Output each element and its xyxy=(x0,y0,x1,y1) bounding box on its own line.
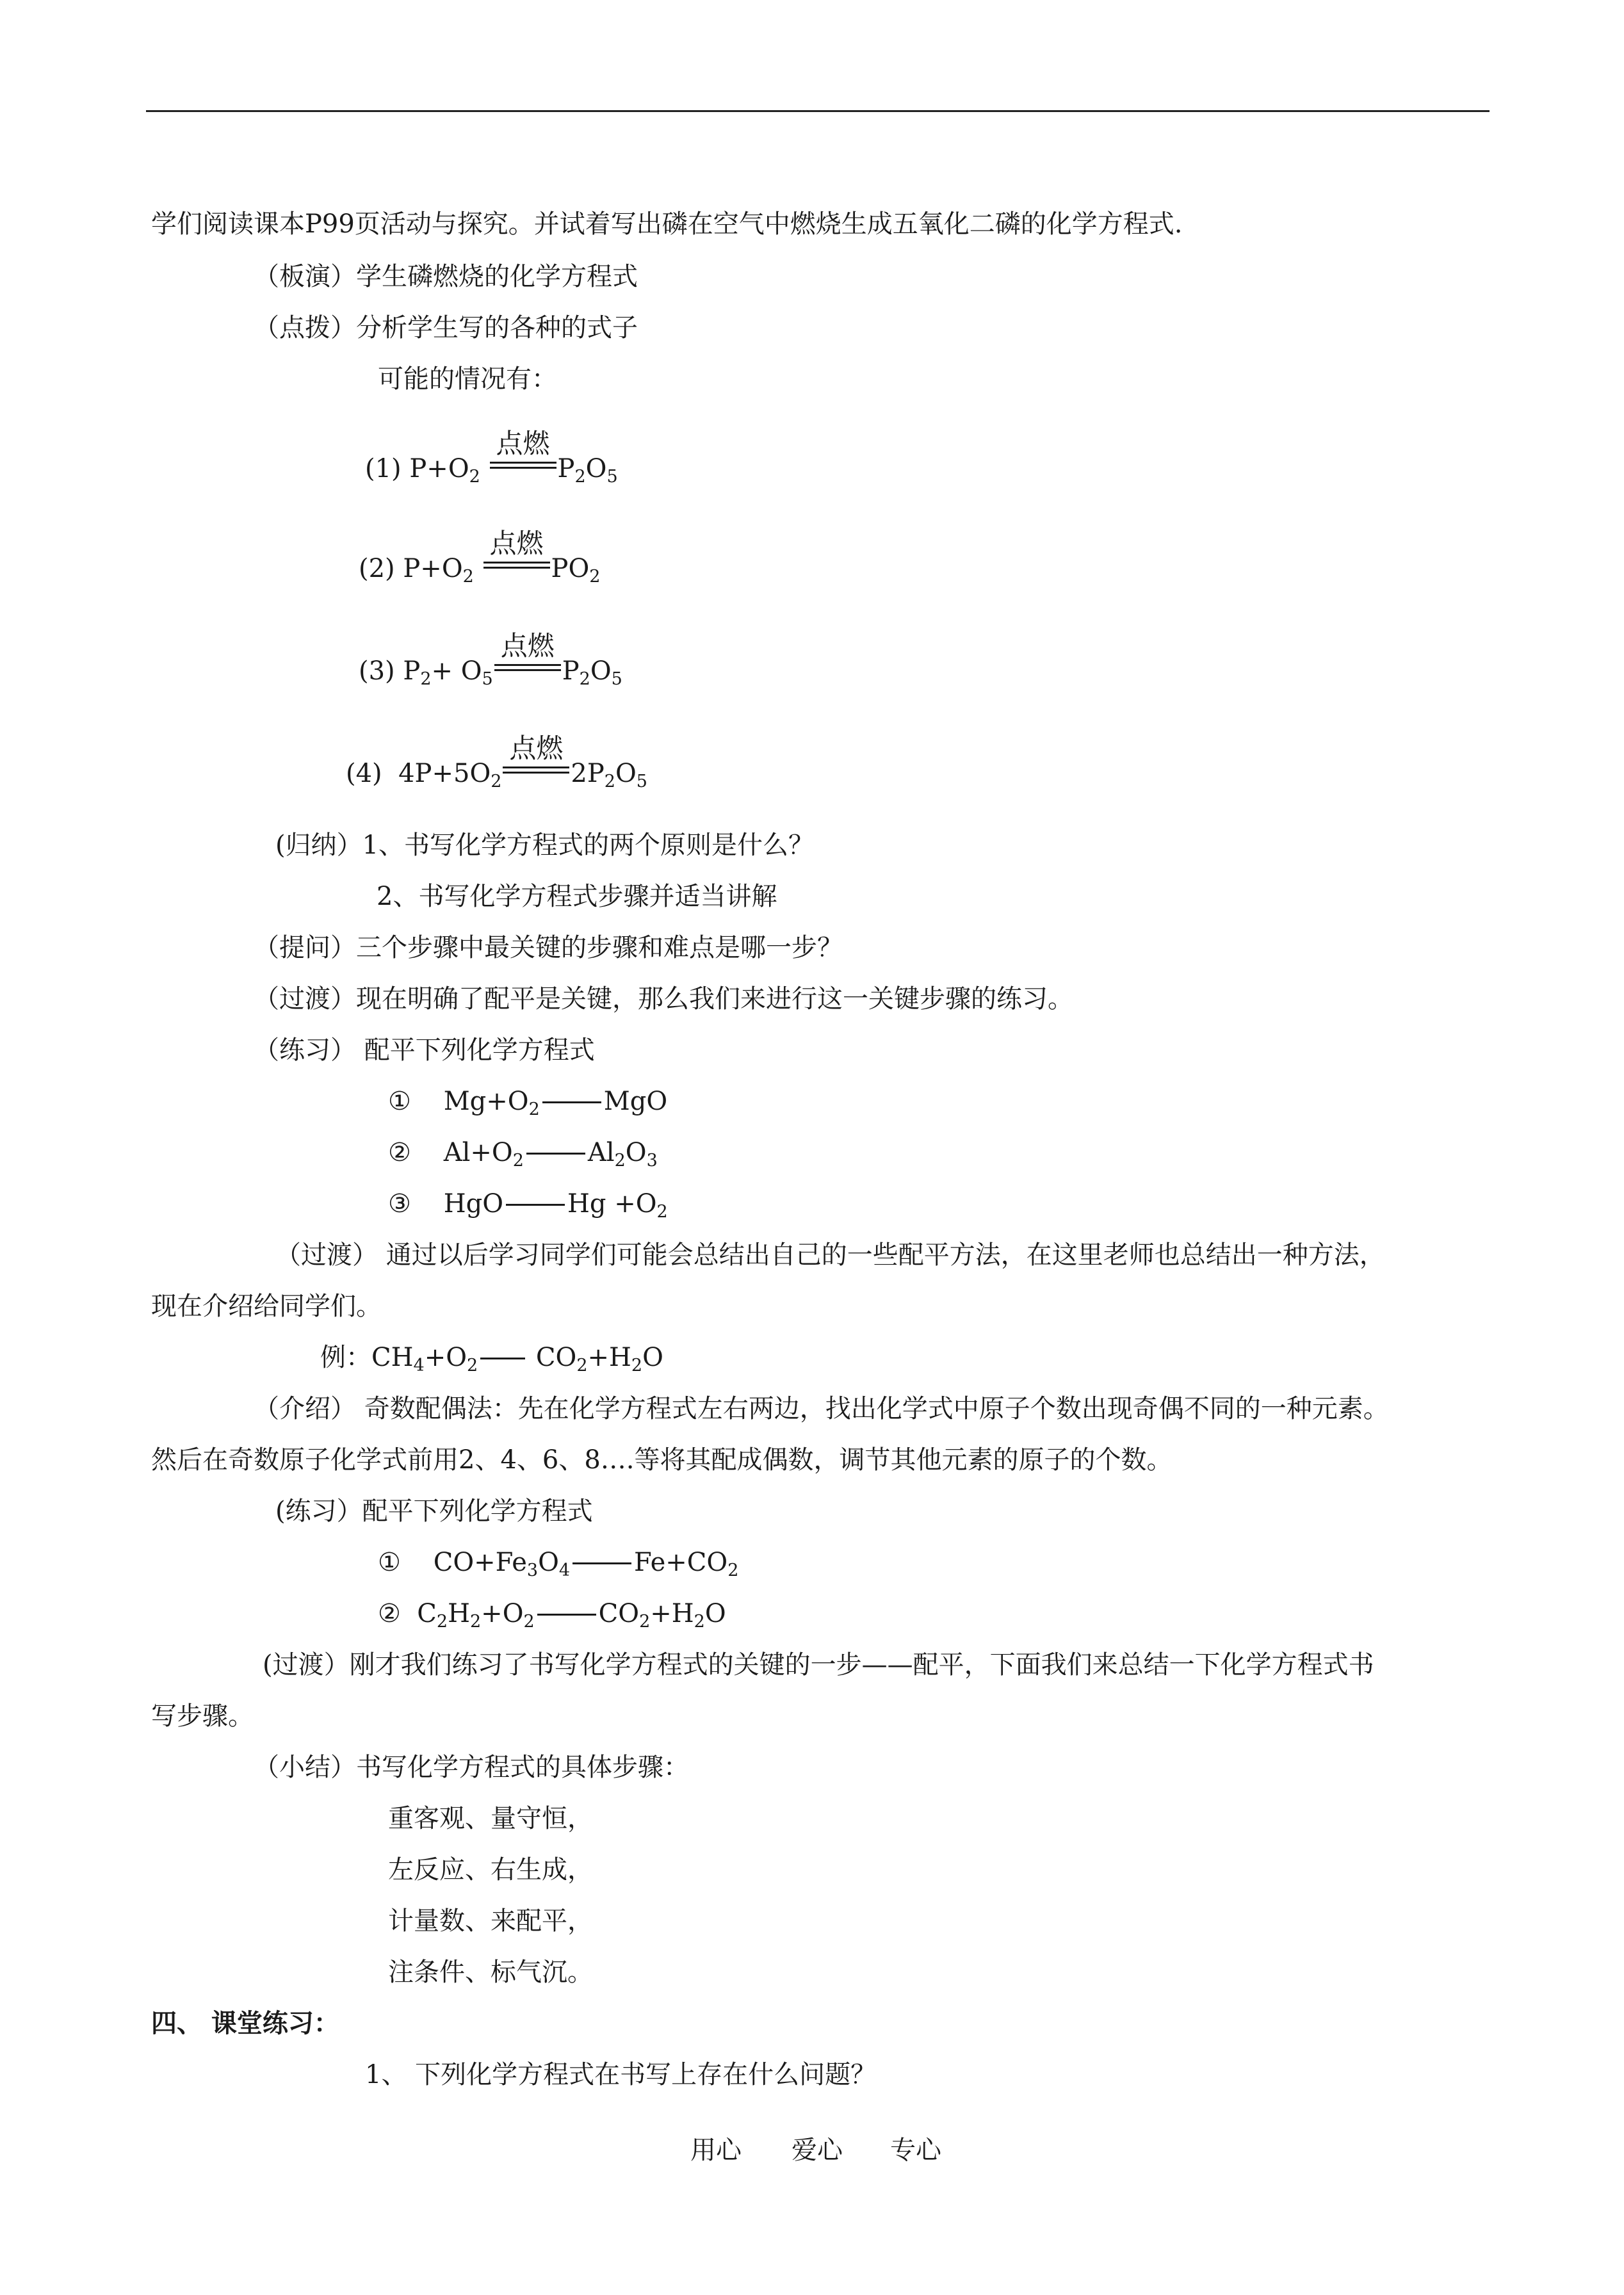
text-line: 然后在奇数原子化学式前用2、4、6、8….等将其配成偶数，调节其他元素的原子的个数。 xyxy=(151,1445,1173,1475)
text-line: 计量数、来配平， xyxy=(388,1906,593,1936)
text-line: (归纳）1、书写化学方程式的两个原则是什么？ xyxy=(275,831,815,860)
text-line: （过渡） 通过以后学习同学们可能会总结出自己的一些配平方法，在这里老师也总结出一种方法， xyxy=(275,1240,1385,1270)
text-line: 1、 下列化学方程式在书写上存在什么问题？ xyxy=(365,2060,877,2089)
text-line: (过渡）刚才我们练习了书写化学方程式的关键的一步——配平，下面我们来总结一下化学方程式书 xyxy=(263,1650,1374,1680)
equation-4: (4) $4P+5O_2$ 点燃 $2P_2O_5$ xyxy=(346,733,647,791)
text-line: 重客观、量守恒， xyxy=(388,1804,593,1833)
footer-text: 专心 xyxy=(890,2136,941,2165)
text-line: 可能的情况有： xyxy=(378,364,557,394)
practice-equation: ② $C_2H_2+O_2$ $CO_2+H_2O$ xyxy=(378,1599,726,1632)
footer-text: 用心 xyxy=(690,2136,742,2165)
practice-equation: ② $Al+O_2$ $Al_2O_3$ xyxy=(388,1138,658,1171)
text-line: 学们阅读课本P99页活动与探究。并试着写出磷在空气中燃烧生成五氧化二磷的化学方程式. xyxy=(151,209,1183,239)
text-line: 写步骤。 xyxy=(151,1701,254,1731)
text-line: 现在介绍给同学们。 xyxy=(151,1292,382,1321)
reaction-arrow: 点燃 xyxy=(483,554,550,580)
practice-equation: ① $Mg+O_2$ MgO xyxy=(388,1087,668,1119)
text-line: （提问）三个步骤中最关键的步骤和难点是哪一步？ xyxy=(254,933,843,962)
header-rule xyxy=(146,110,1490,112)
equation-2: (2) $P+O_2$ 点燃 $PO_2$ xyxy=(359,528,601,587)
text-line: 注条件、标气沉。 xyxy=(388,1958,593,1987)
practice-equation: ③ HgO $Hg +O_2$ xyxy=(388,1189,668,1222)
text-line: （过渡）现在明确了配平是关键，那么我们来进行这一关键步骤的练习。 xyxy=(254,984,1073,1014)
text-line: （点拨）分析学生写的各种的式子 xyxy=(254,313,638,343)
practice-equation: ① $CO+Fe_3O_4$ $Fe+CO_2$ xyxy=(378,1548,739,1580)
text-line: (练习）配平下列化学方程式 xyxy=(275,1496,593,1526)
text-line: 左反应、右生成， xyxy=(388,1855,593,1885)
text-line: （小结）书写化学方程式的具体步骤： xyxy=(254,1753,689,1782)
footer-text: 爱心 xyxy=(792,2136,843,2165)
equation-1: (1) $P+O_2$ 点燃 $P_2O_5$ xyxy=(365,428,618,487)
text-line: （练习） 配平下列化学方程式 xyxy=(254,1035,595,1065)
reaction-arrow: 点燃 xyxy=(494,656,561,682)
equation-3: (3) $P_2+ O_5$ 点燃 $P_2O_5$ xyxy=(359,630,622,689)
reaction-arrow: 点燃 xyxy=(490,454,556,480)
text-line: 2、书写化学方程式步骤并适当讲解 xyxy=(377,882,777,911)
text-line: （板演）学生磷燃烧的化学方程式 xyxy=(254,262,638,291)
section-heading: 四、 课堂练习： xyxy=(151,2008,339,2038)
reaction-arrow: 点燃 xyxy=(503,759,569,784)
example-equation: 例：$CH_4+O_2$ $CO_2+H_2O$ xyxy=(320,1343,663,1375)
text-line: （介绍） 奇数配偶法：先在化学方程式左右两边，找出化学式中原子个数出现奇偶不同的一种元素。 xyxy=(254,1394,1389,1423)
